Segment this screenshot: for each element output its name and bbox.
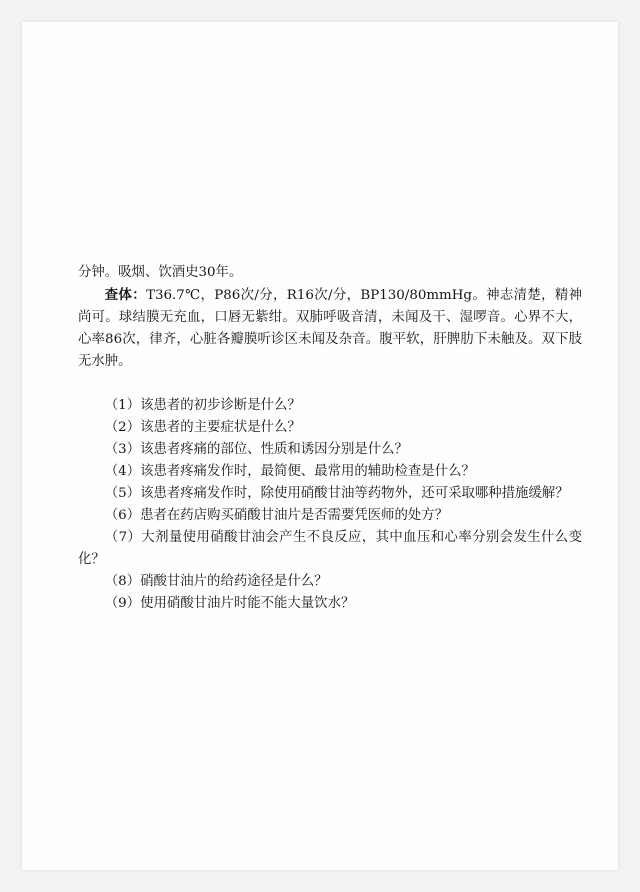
question-item: （5）该患者疼痛发作时，除使用硝酸甘油等药物外，还可采取哪种措施缓解？ [104, 486, 569, 501]
physical-exam-paragraph [78, 284, 582, 373]
question-item: （3）该患者疼痛的部位、性质和诱因分别是什么？ [104, 442, 408, 457]
question-item: （4）该患者疼痛发作时，最简便、最常用的辅助检查是什么？ [104, 464, 475, 479]
exam-label: 查体： [104, 287, 147, 303]
exam-text: T36.7℃，P86次/分，R16次/分，BP130/80mmHg。神志清楚，精神尚可。球结膜无充血，口唇无紫绀。双肺呼吸音清，未闻及干、湿啰音。心界不大，心率86次，律齐，心脏各瓣膜听诊区未闻及杂音。腹平软，肝脾肋下未触及。双下肢无水肿。 [78, 288, 583, 369]
question-item: （6）患者在药店购买硝酸甘油片是否需要凭医师的处方？ [104, 508, 449, 523]
document-body [78, 262, 582, 615]
history-tail: 分钟。吸烟、饮酒史30年。 [78, 265, 243, 280]
question-list [78, 395, 582, 615]
question-item: （8）硝酸甘油片的给药途径是什么？ [104, 574, 328, 589]
question-item: （9）使用硝酸甘油片时能不能大量饮水？ [104, 596, 355, 611]
question-item: （7）大剂量使用硝酸甘油会产生不良反应，其中血压和心率分别会发生什么变化？ [78, 530, 582, 567]
question-item: （2）该患者的主要症状是什么？ [104, 420, 301, 435]
question-item: （1）该患者的初步诊断是什么？ [104, 398, 301, 413]
document-page [22, 22, 618, 870]
